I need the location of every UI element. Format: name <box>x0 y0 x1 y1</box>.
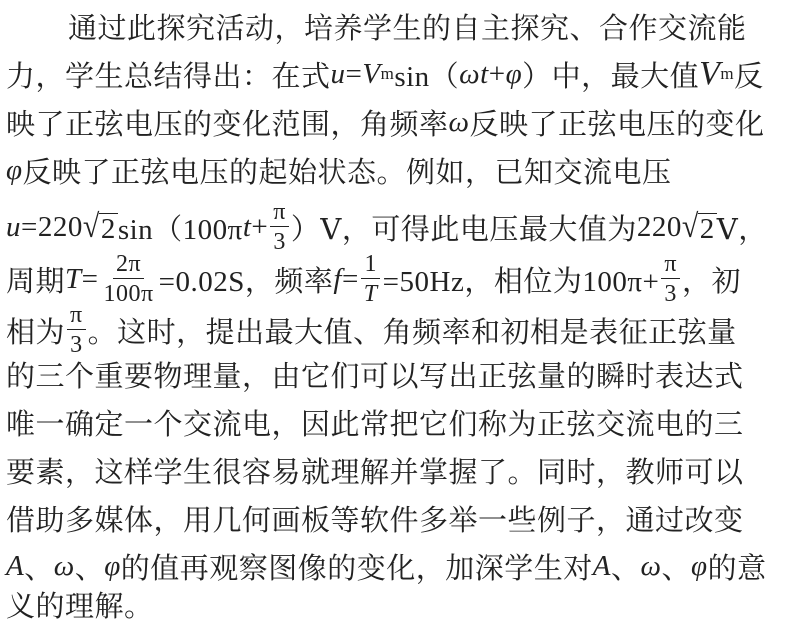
text: 义的理解。 <box>6 588 154 623</box>
text: =50Hz，相位为100π+ <box>382 265 660 298</box>
math-u: u <box>330 57 346 90</box>
text: 的意 <box>707 550 767 585</box>
text: 反映了正弦电压的变化 <box>469 106 765 141</box>
text: 力，学生总结得出：在式 <box>6 58 331 93</box>
math-220: =220 <box>21 210 83 243</box>
sqrt-2: √ 2 <box>82 208 116 245</box>
math-t: t <box>242 210 252 243</box>
separator: 、 <box>611 550 641 585</box>
paragraph-line-8 <box>0 350 800 398</box>
math-phi: φ <box>6 153 23 186</box>
text: 相为 <box>6 314 66 349</box>
math-phi: φ <box>691 549 708 582</box>
math-f: f <box>333 262 342 295</box>
fraction-pi-over-3: $\frac{\pi}{3}$ <box>661 252 680 306</box>
math-omega-t: ωt <box>459 57 489 90</box>
text: ）中，最大值 <box>522 58 700 93</box>
separator: 、 <box>661 550 692 585</box>
fraction-pi-over-3: $\frac{\pi}{3}$ <box>67 303 86 357</box>
text: 唯一确定一个交流电，因此常把它们称为正弦交流电的三 <box>6 406 744 441</box>
paragraph-line-10 <box>0 446 800 494</box>
math-sin: sin（100π <box>117 213 243 246</box>
text: 的值再观察图像的变化，加深学生对 <box>120 550 593 585</box>
paragraph-line-3 <box>0 98 800 146</box>
math-u: u <box>6 210 21 243</box>
math-Vmax: V <box>699 55 721 92</box>
math-220: 220 <box>636 210 682 243</box>
text: ，初 <box>681 263 741 298</box>
text: =0.02S，频率 <box>158 265 334 298</box>
math-A: A <box>592 549 612 582</box>
fraction-pi-over-3: $\frac{\pi}{3}$ <box>270 200 289 254</box>
math-eq: = <box>341 262 359 295</box>
text: 借助多媒体，用几何画板等软件多举一些例子，通过改变 <box>6 502 744 537</box>
paragraph-line-6 <box>0 250 800 308</box>
fraction-1-over-T: $\frac{1}{T}$ <box>361 252 381 306</box>
math-eq: = <box>345 57 363 90</box>
math-plus: + <box>488 57 506 90</box>
paragraph-line-11 <box>0 494 800 542</box>
fraction-2pi-over-100pi: $\frac{2\pi}{100\pi}$ <box>103 251 154 307</box>
text: 要素，这样学生很容易就理解并掌握了。同时，教师可以 <box>6 454 744 489</box>
math-plus: + <box>251 210 269 243</box>
text: ）V，可得此电压最大值为 <box>290 211 637 246</box>
paragraph-line-2 <box>0 50 800 98</box>
math-V: V <box>362 57 381 90</box>
paragraph-line-1 <box>0 2 800 50</box>
text: 周期 <box>6 263 66 298</box>
sqrt-2: √ 2 <box>681 208 715 245</box>
math-A: A <box>6 549 25 582</box>
separator: 、 <box>24 550 54 585</box>
text: 反 <box>734 58 764 93</box>
math-eq: = <box>81 262 99 295</box>
math-omega: ω <box>53 549 75 582</box>
text: 通过此探究活动，培养学生的自主探究、合作交流能 <box>68 10 747 45</box>
math-sub-m: m <box>380 64 395 83</box>
paragraph-line-9 <box>0 398 800 446</box>
math-sub-m: m <box>720 64 735 83</box>
paragraph-line-4 <box>0 146 800 194</box>
math-omega: ω <box>640 549 662 582</box>
math-sin: sin（ <box>394 60 460 93</box>
text: 的三个重要物理量，由它们可以写出正弦量的瞬时表达式 <box>6 358 744 393</box>
paragraph-line-13 <box>0 580 800 628</box>
text: 映了正弦电压的变化范围，角频率 <box>6 106 449 141</box>
text: 。这时，提出最大值、角频率和初相是表征正弦量 <box>87 314 737 349</box>
math-omega: ω <box>448 105 470 138</box>
text: 反映了正弦电压的起始状态。例如，已知交流电压 <box>22 154 672 189</box>
math-T: T <box>65 262 82 295</box>
math-phi: φ <box>104 549 121 582</box>
math-phi: φ <box>505 57 523 90</box>
text: V， <box>716 211 768 246</box>
paragraph-line-5 <box>0 198 800 256</box>
separator: 、 <box>74 550 105 585</box>
